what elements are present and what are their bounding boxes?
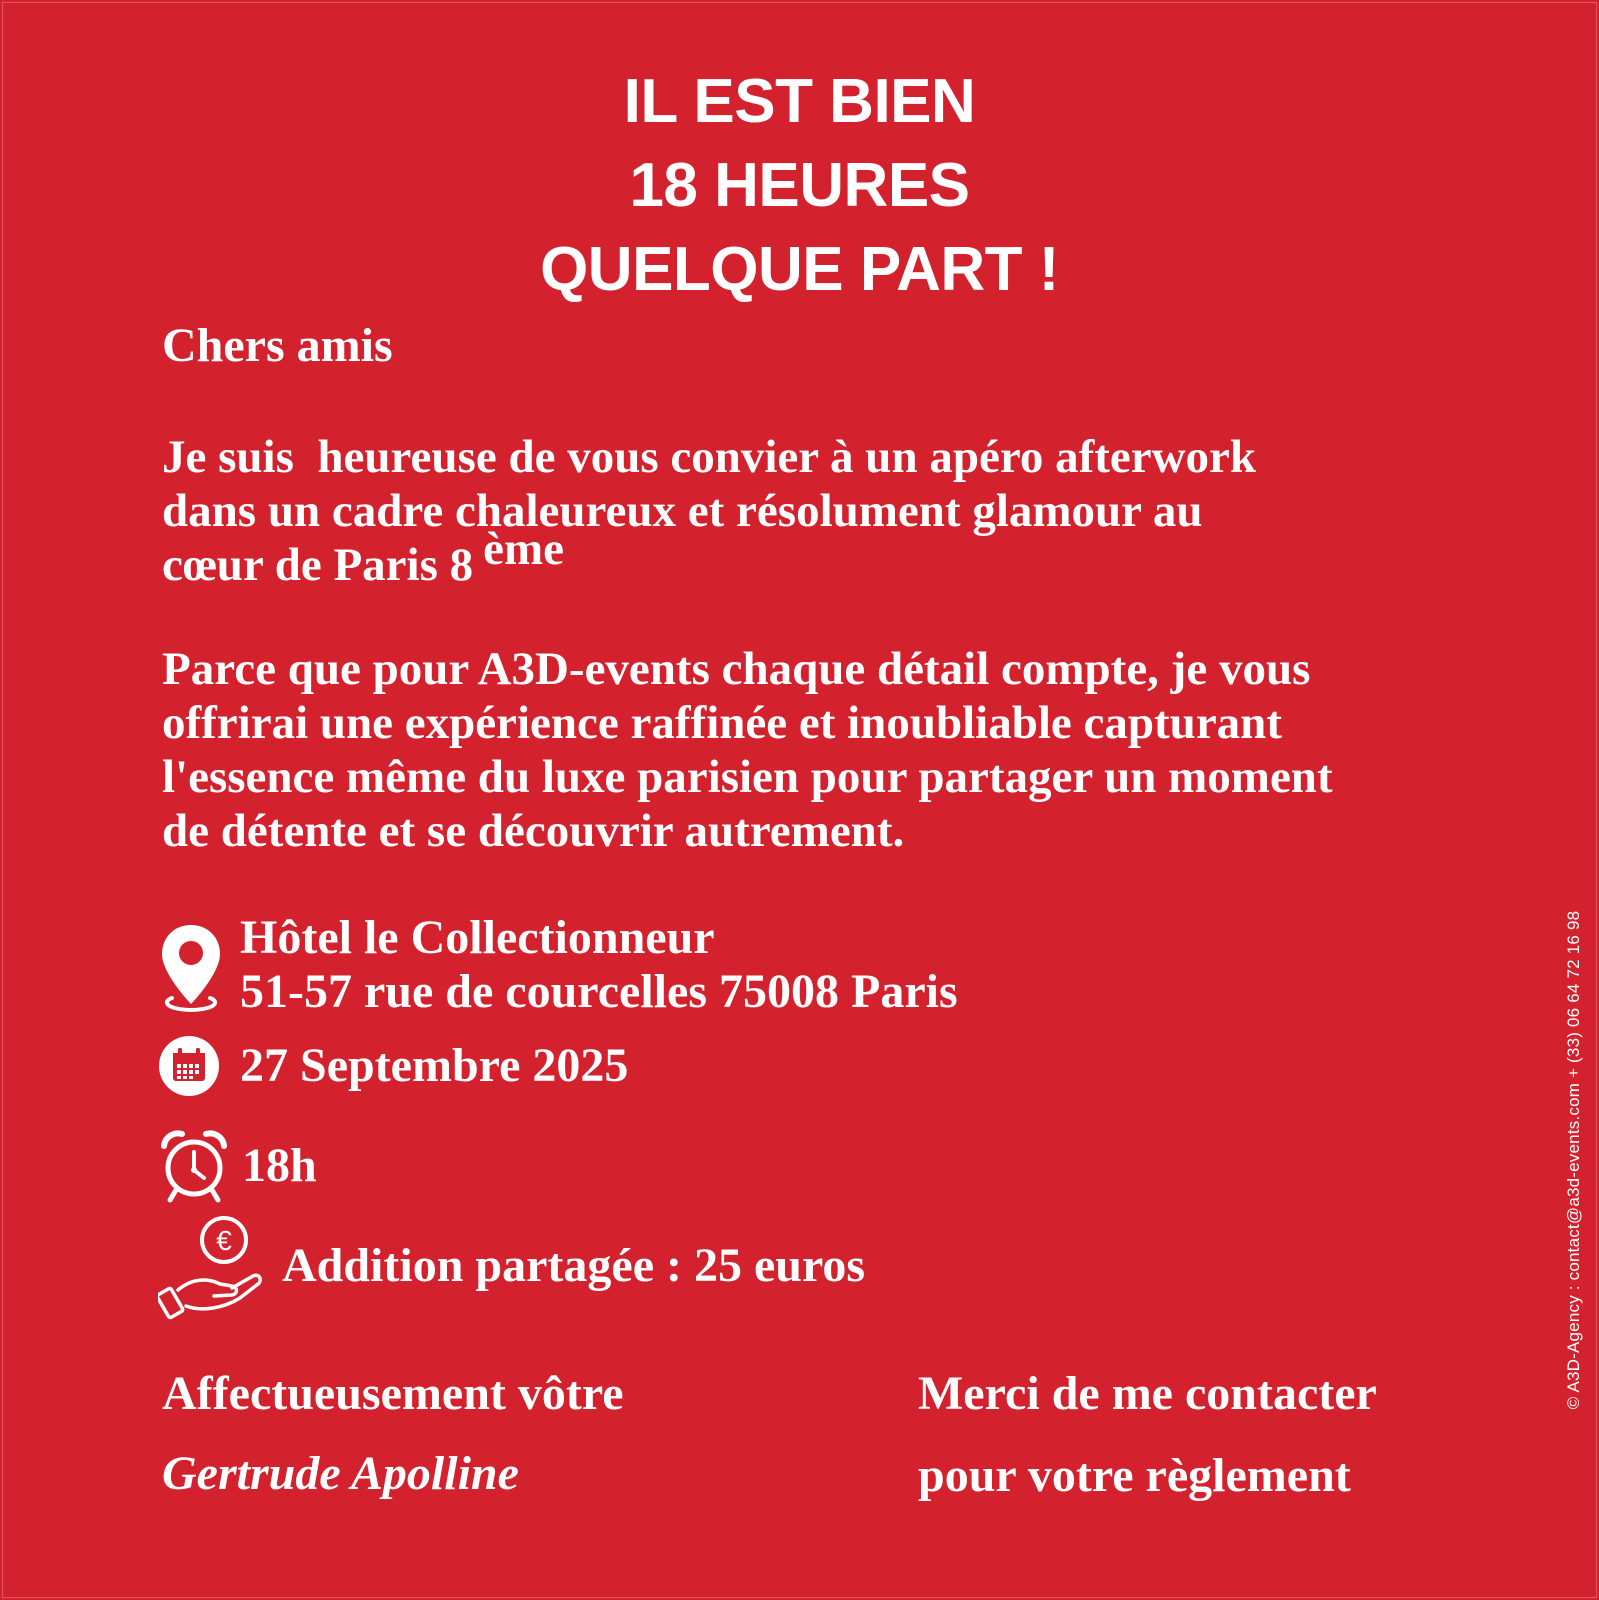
alarm-clock-icon xyxy=(158,1128,230,1204)
body-line-4: de détente et se découvrir autrement. xyxy=(162,805,905,857)
intro-line-3 xyxy=(162,523,1452,592)
event-time: 18h xyxy=(242,1139,317,1192)
payment-note-line-2: pour votre règlement xyxy=(918,1449,1351,1502)
intro-line-3-text: cœur de Paris 8 xyxy=(162,539,474,591)
arrondissement-superscript: ème xyxy=(483,523,564,575)
headline-line-3: QUELQUE PART ! xyxy=(540,235,1059,304)
venue-address: 51-57 rue de courcelles 75008 Paris xyxy=(240,965,958,1018)
svg-text:€: € xyxy=(216,1225,232,1256)
hand-euro-coin-icon xyxy=(158,1212,266,1320)
greeting: Chers amis xyxy=(162,319,393,372)
body-line-2: offrirai une expérience raffinée et inoubliable capturant xyxy=(162,697,1282,749)
body-line-1: Parce que pour A3D-events chaque détail compte, je vous xyxy=(162,643,1311,695)
headline-line-1: IL EST BIEN xyxy=(623,67,976,136)
calendar-icon xyxy=(158,1035,220,1097)
side-credit: © A3D-Agency : contact@a3d-events.com + (33) 06 64 72 16 98 xyxy=(1564,910,1583,1410)
body-line-3: l'essence même du luxe parisien pour partager un moment xyxy=(162,751,1333,803)
location-pin-icon xyxy=(158,922,224,1014)
body-paragraph xyxy=(162,642,1452,858)
headline-line-2: 18 HEURES xyxy=(629,151,970,220)
venue-name: Hôtel le Collectionneur xyxy=(240,911,715,964)
event-date: 27 Septembre 2025 xyxy=(240,1039,629,1092)
intro-paragraph xyxy=(162,430,1452,592)
intro-line-1: Je suis heureuse de vous convier à un apéro afterwork xyxy=(162,431,1257,483)
payment-note-line-1: Merci de me contacter xyxy=(918,1367,1377,1420)
intro-line-2: dans un cadre chaleureux et résolument glamour au xyxy=(162,485,1203,537)
price-info: Addition partagée : 25 euros xyxy=(282,1239,866,1292)
signature: Gertrude Apolline xyxy=(162,1447,519,1500)
closing-salutation: Affectueusement vôtre xyxy=(162,1367,624,1420)
headline xyxy=(0,60,1599,312)
